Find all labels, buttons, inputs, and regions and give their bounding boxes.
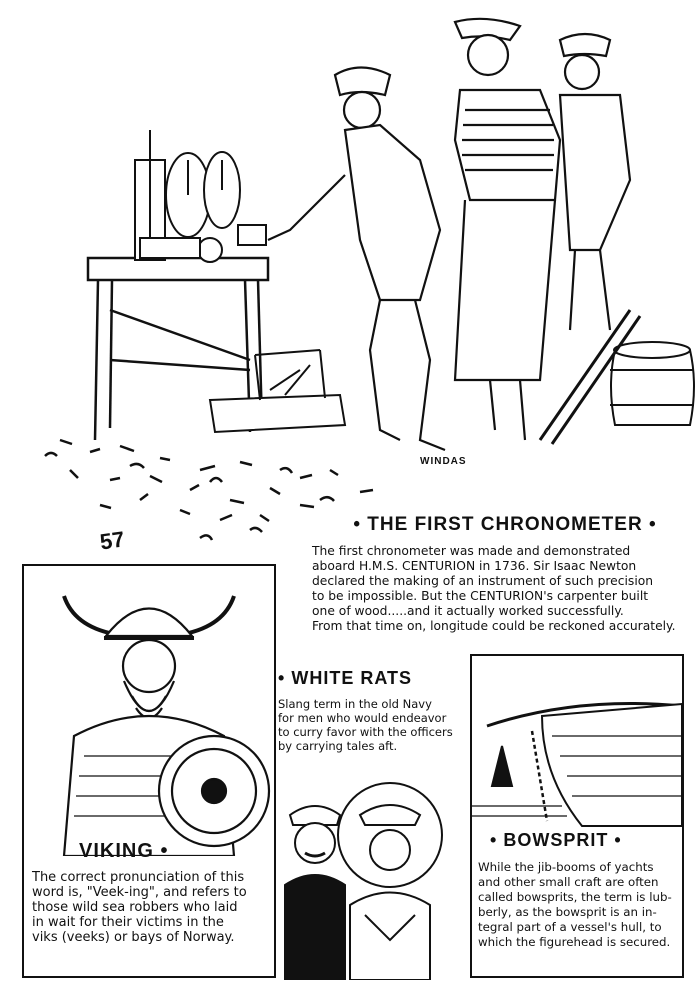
viking-title: VIKING: [79, 840, 154, 862]
text-line: by carrying tales aft.: [278, 739, 398, 753]
officer-figure: [268, 68, 445, 451]
bowsprit-title-row: [490, 830, 622, 851]
text-line: While the jib-booms of yachts: [478, 860, 654, 874]
viking-title-row: [79, 840, 168, 863]
page-fragment-number: 57: [98, 526, 127, 555]
white-rats-body: [278, 697, 464, 753]
viking-panel: [22, 564, 276, 978]
text-line: in wait for their victims in the: [32, 915, 224, 930]
text-line: one of wood.....and it actually worked successfully.: [312, 604, 624, 618]
chronometer-device: [135, 130, 266, 262]
text-line: which the figurehead is secured.: [478, 935, 671, 949]
bullet-icon: •: [490, 830, 498, 850]
bowsprit-panel: [470, 654, 684, 978]
chronometer-title-row: [310, 514, 700, 536]
white-rats-title: WHITE RATS: [291, 668, 412, 688]
viking-illustration: [24, 566, 274, 856]
carpenter-figure: [455, 19, 560, 440]
bullet-icon: •: [614, 830, 622, 850]
text-line: aboard H.M.S. CENTURION in 1736. Sir Isaac Newton: [312, 559, 637, 573]
text-line: to curry favor with the officers: [278, 725, 453, 739]
text-line: declared the making of an instrument of such precision: [312, 574, 654, 588]
naval-officer-figure: [560, 34, 630, 330]
viking-body: [32, 870, 270, 945]
bowsprit-title: BOWSPRIT: [503, 830, 609, 850]
white-rats-title-row: [278, 668, 464, 689]
bullet-icon: •: [278, 668, 286, 688]
white-rats-illustration: [280, 775, 470, 980]
text-line: The first chronometer was made and demonstrated: [312, 544, 631, 558]
text-line: From that time on, longitude could be reckoned accurately.: [312, 619, 676, 633]
chronometer-section: [310, 514, 700, 634]
chronometer-body: [310, 544, 700, 634]
text-line: and other small craft are often: [478, 875, 659, 889]
text-line: those wild sea robbers who laid: [32, 900, 238, 915]
text-line: viks (veeks) or bays of Norway.: [32, 930, 235, 945]
bullet-icon: •: [160, 840, 169, 862]
chronometer-title: THE FIRST CHRONOMETER: [367, 514, 643, 535]
bowsprit-illustration: [472, 656, 682, 836]
text-line: word is, "Veek-ing", and refers to: [32, 885, 247, 900]
text-line: Slang term in the old Navy: [278, 697, 432, 711]
white-rats-section: [278, 668, 464, 753]
bullet-icon: •: [648, 514, 657, 535]
tool-box: [210, 350, 345, 432]
text-line: to be impossible. But the CENTURION's carpenter built: [312, 589, 649, 603]
bowsprit-body: [478, 860, 678, 950]
barrel: [610, 342, 694, 425]
text-line: berly, as the bowsprit is an in-: [478, 905, 657, 919]
text-line: called bowsprits, the term is lub-: [478, 890, 672, 904]
text-line: The correct pronunciation of this: [32, 870, 245, 885]
artist-signature: WINDAS: [420, 456, 467, 467]
text-line: tegral part of a vessel's hull, to: [478, 920, 662, 934]
text-line: for men who would endeavor: [278, 711, 447, 725]
bullet-icon: •: [353, 514, 362, 535]
